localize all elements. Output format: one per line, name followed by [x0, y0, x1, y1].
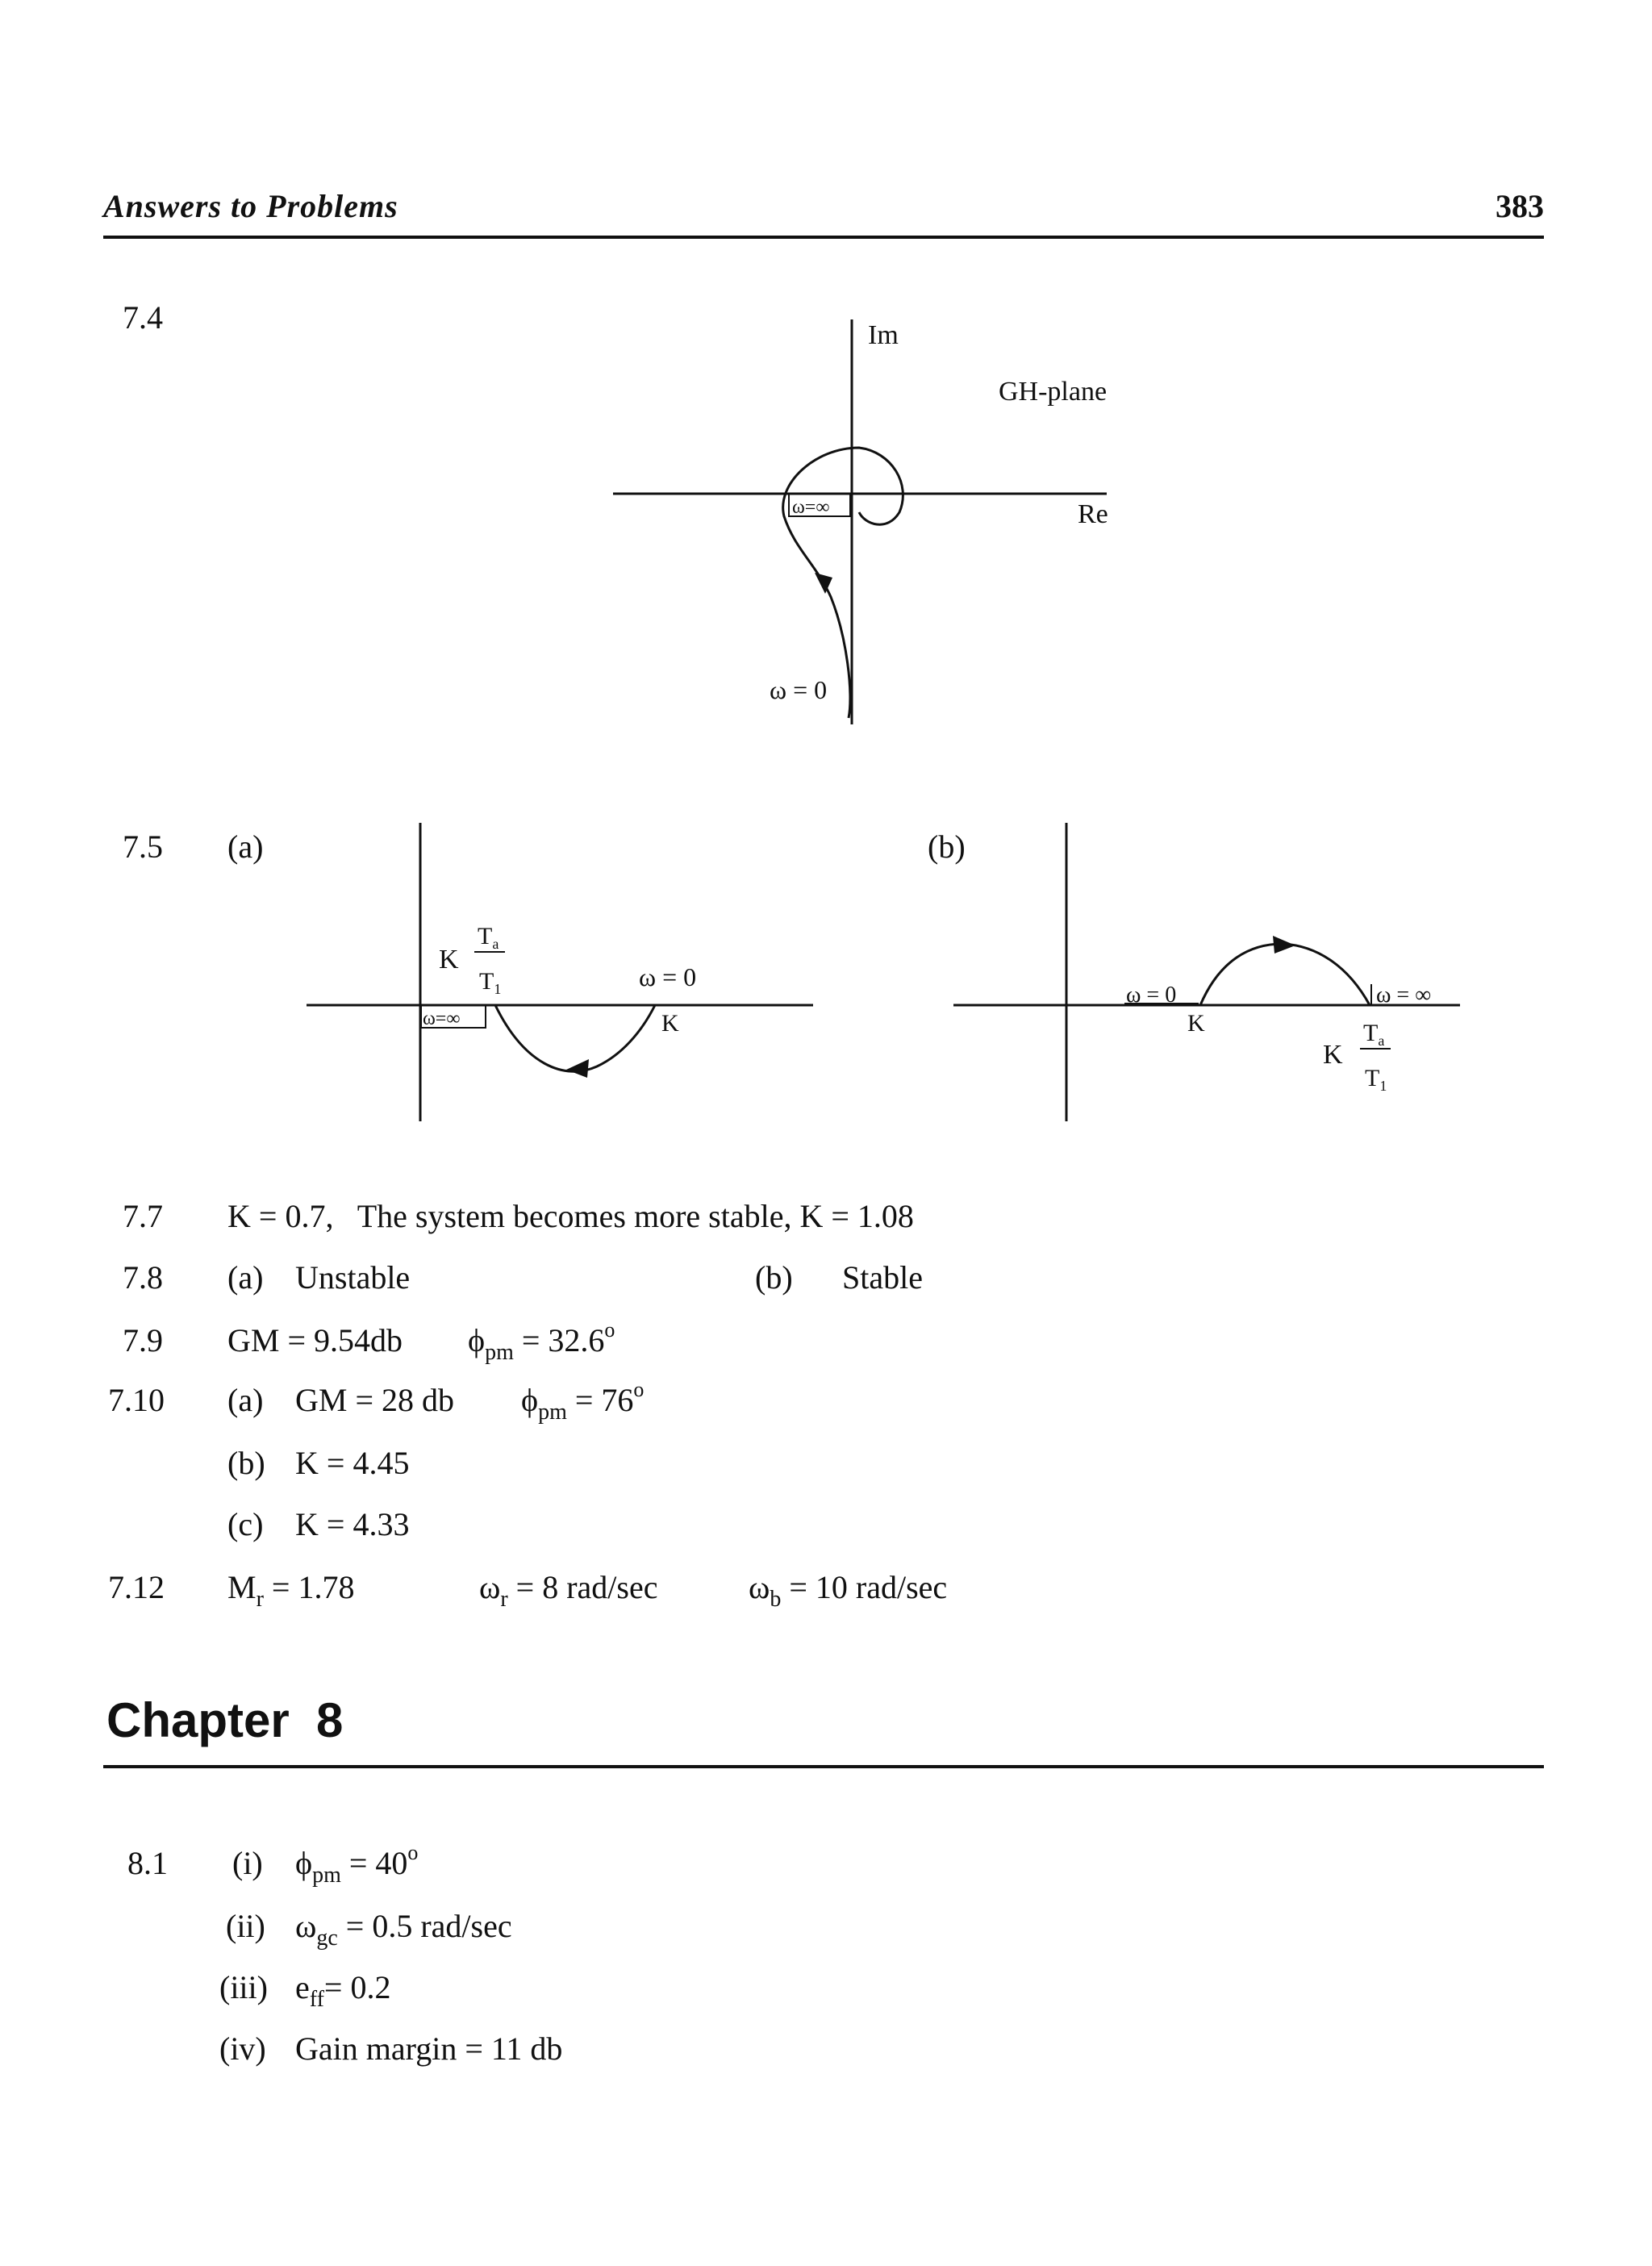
b-direction-arrow: [1273, 936, 1295, 954]
answer-8-1-ii: $\omega_{gc} = 0.5$ rad/sec: [295, 1908, 512, 1951]
problem-number-7-12: 7.12: [108, 1569, 165, 1605]
answer-7-9-gm: GM = 9.54db: [227, 1322, 403, 1358]
part-b-label: (b): [928, 828, 966, 865]
answer-7-10-c-label: (c): [227, 1506, 264, 1542]
answer-8-1-i: $\phi_{pm} = 40^o$: [295, 1840, 419, 1888]
answer-7-8-a: Unstable: [295, 1259, 411, 1296]
a-k-label: K: [439, 945, 459, 974]
answer-7-8-b-label: (b): [755, 1259, 793, 1296]
answer-7-10-b-label: (b): [227, 1445, 265, 1481]
answer-8-1-iv-label: (iv): [219, 2030, 266, 2067]
chapter-rule: [103, 1765, 1544, 1768]
a-ta: $T_a$: [478, 923, 499, 952]
problem-number-7-5: 7.5: [123, 828, 163, 865]
answer-7-10-c: K = 4.33: [295, 1506, 410, 1542]
chapter-title: Chapter 8: [106, 1693, 344, 1747]
a-k-point-label: K: [661, 1010, 679, 1037]
answer-7-10-b: K = 4.45: [295, 1445, 410, 1481]
answer-7-7: K = 0.7, The system becomes more stable, K = 1.08: [227, 1198, 914, 1234]
a-direction-arrow: [566, 1059, 589, 1078]
b-omega-inf-label: ω = ∞: [1376, 983, 1432, 1008]
b-t1: $T_1$: [1365, 1065, 1387, 1094]
problem-number-7-8: 7.8: [123, 1259, 163, 1296]
a-omega-zero-label: ω = 0: [639, 962, 697, 991]
a-omega-inf-label: ω=∞: [423, 1008, 461, 1029]
answer-7-12-wr: $\omega_r = 8$ rad/sec: [479, 1569, 658, 1612]
nyquist-plot-7-5: [0, 791, 1652, 1129]
re-label: Re: [1078, 499, 1108, 529]
b-semicircle: [1200, 944, 1370, 1005]
problem-number-7-9: 7.9: [123, 1322, 163, 1358]
answer-8-1-ii-label: (ii): [226, 1908, 265, 1944]
problem-number-7-7: 7.7: [123, 1198, 163, 1234]
answer-8-1-iii: $e_{ff}= 0.2$: [295, 1969, 391, 2012]
answer-7-10-a-gm: GM = 28 db: [295, 1382, 455, 1418]
problem-number-7-10: 7.10: [108, 1382, 165, 1418]
omega-inf-label: ω=∞: [792, 497, 830, 518]
a-semicircle: [495, 1005, 655, 1071]
omega-zero-label: ω = 0: [770, 675, 828, 704]
answer-7-9-phase-margin: $\phi_{pm} = 32.6^o$: [468, 1317, 615, 1365]
answer-7-10-a-label: (a): [227, 1382, 264, 1418]
page-number: 383: [1496, 188, 1544, 224]
b-ta: $T_a$: [1363, 1020, 1385, 1049]
answer-7-12-wb: $\omega_b = 10$ rad/sec: [749, 1569, 948, 1612]
answer-7-8-b: Stable: [842, 1259, 923, 1296]
answer-8-1-iv: Gain margin = 11 db: [295, 2030, 563, 2067]
part-a-label: (a): [227, 828, 264, 865]
problem-number-8-1: 8.1: [127, 1845, 168, 1881]
a-t1: $T_1$: [479, 968, 502, 997]
b-omega-zero-label: ω = 0: [1126, 983, 1177, 1008]
answer-7-12-mr: $M_r = 1.78$: [227, 1569, 355, 1612]
answer-7-8-a-label: (a): [227, 1259, 264, 1296]
direction-arrow: [815, 573, 832, 594]
b-k-point-label: K: [1187, 1010, 1205, 1037]
answer-8-1-iii-label: (iii): [219, 1969, 268, 2005]
answer-7-10-a-phase-margin: $\phi_{pm} = 76^o$: [521, 1377, 645, 1425]
nyquist-plot-7-4: [0, 0, 1652, 758]
problem-number-7-4: 7.4: [123, 299, 163, 336]
answer-8-1-i-label: (i): [232, 1845, 263, 1881]
running-head: Answers to Problems: [103, 188, 398, 224]
gh-plane-label: GH-plane: [999, 377, 1108, 407]
b-k-label: K: [1323, 1040, 1343, 1070]
im-label: Im: [868, 320, 899, 350]
